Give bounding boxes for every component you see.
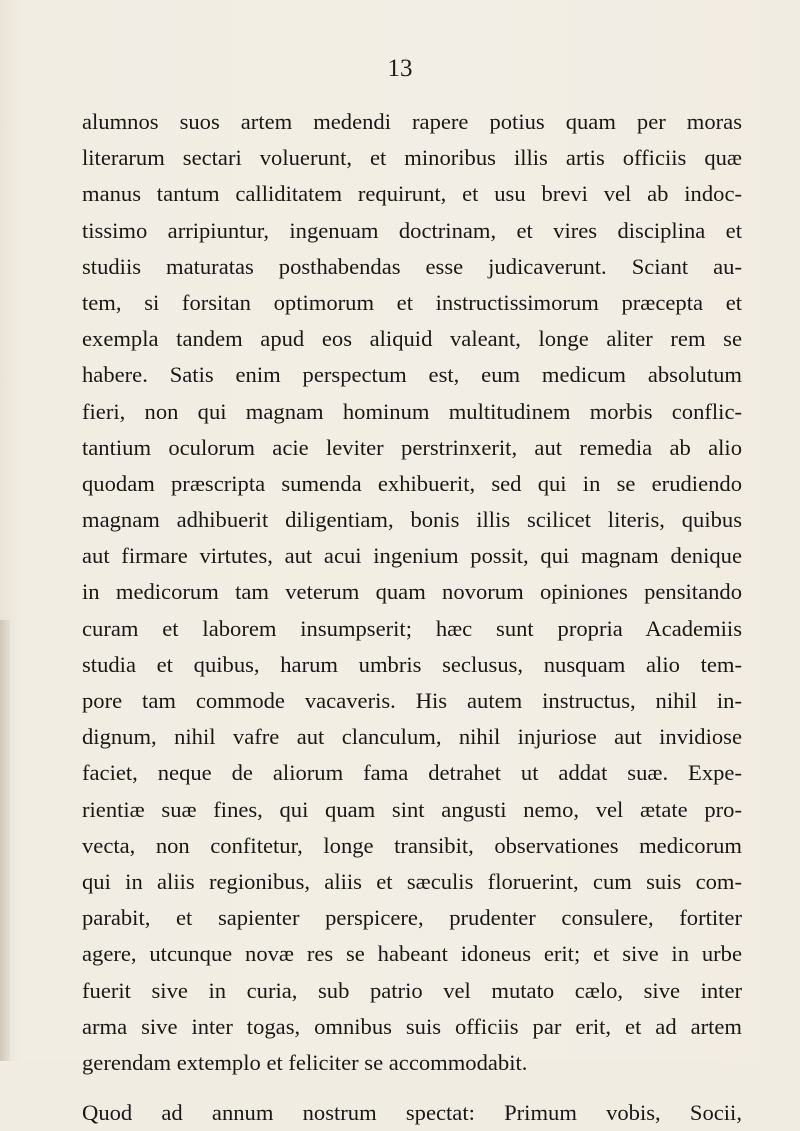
text-line: aut firmare virtutes, aut acui ingenium possit, qui magnam denique — [82, 543, 742, 569]
text-line: arma sive inter togas, omnibus suis officiis par erit, et ad artem — [82, 1013, 742, 1039]
text-line: studia et quibus, harum umbris seclusus, nusquam alio tem- — [82, 651, 742, 677]
text-line: gerendam extemplo et feliciter se accommodabit. — [82, 1049, 528, 1075]
text-line: alumnos suos artem medendi rapere potius quam per moras — [82, 109, 742, 134]
text-line: studiis maturatas posthabendas esse judicaverunt. Sciant au- — [82, 253, 742, 279]
text-line: fuerit sive in curia, sub patrio vel mutato cælo, sive inter — [82, 977, 742, 1003]
text-line: magnam adhibuerit diligentiam, bonis illis scilicet literis, quibus — [82, 507, 742, 533]
paragraph — [82, 1095, 742, 1131]
text-line: parabit, et sapienter perspicere, prudenter consulere, fortiter — [82, 905, 742, 931]
text-line: curam et laborem insumpserit; hæc sunt propria Academiis — [82, 615, 742, 641]
text-line: exempla tandem apud eos aliquid valeant, longe aliter rem se — [82, 326, 742, 352]
text-line: tantium oculorum acie leviter perstrinxerit, aut remedia ab alio — [82, 434, 742, 460]
page-edge-shadow — [0, 620, 10, 1061]
text-line: agere, utcunque novæ res se habeant idoneus erit; et sive in urbe — [82, 941, 742, 967]
text-line: Quod ad annum nostrum spectat: Primum vobis, Socii, — [82, 1100, 742, 1126]
text-line: literarum sectari voluerunt, et minoribus illis artis officiis quæ — [82, 145, 742, 171]
text-line: pore tam commode vacaveris. His autem instructus, nihil in- — [82, 688, 742, 713]
text-line: qui in aliis regionibus, aliis et sæculis floruerint, cum suis com- — [82, 868, 742, 894]
text-line: in medicorum tam veterum quam novorum opiniones pensitando — [82, 579, 742, 605]
text-line: tissimo arripiuntur, ingenuam doctrinam, et vires disciplina et — [82, 217, 742, 243]
body-text — [82, 104, 742, 1131]
text-line: quodam præscripta sumenda exhibuerit, sed qui in se erudiendo — [82, 470, 742, 496]
text-line: vecta, non confitetur, longe transibit, observationes medicorum — [82, 832, 742, 858]
text-line: rientiæ suæ fines, qui quam sint angusti nemo, vel ætate pro- — [82, 796, 742, 822]
text-line: dignum, nihil vafre aut clanculum, nihil injuriose aut invidiose — [82, 724, 742, 750]
paragraph — [82, 104, 742, 1081]
text-line: faciet, neque de aliorum fama detrahet ut addat suæ. Expe- — [82, 760, 742, 786]
page-number: 13 — [387, 55, 413, 82]
paragraph-gap — [82, 1081, 742, 1095]
text-line: tem, si forsitan optimorum et instructissimorum præcepta et — [82, 289, 742, 315]
text-line: manus tantum calliditatem requirunt, et usu brevi vel ab indoc- — [82, 181, 742, 207]
text-line: fieri, non qui magnam hominum multitudinem morbis conflic- — [82, 398, 742, 424]
text-line: habere. Satis enim perspectum est, eum medicum absolutum — [82, 362, 742, 388]
